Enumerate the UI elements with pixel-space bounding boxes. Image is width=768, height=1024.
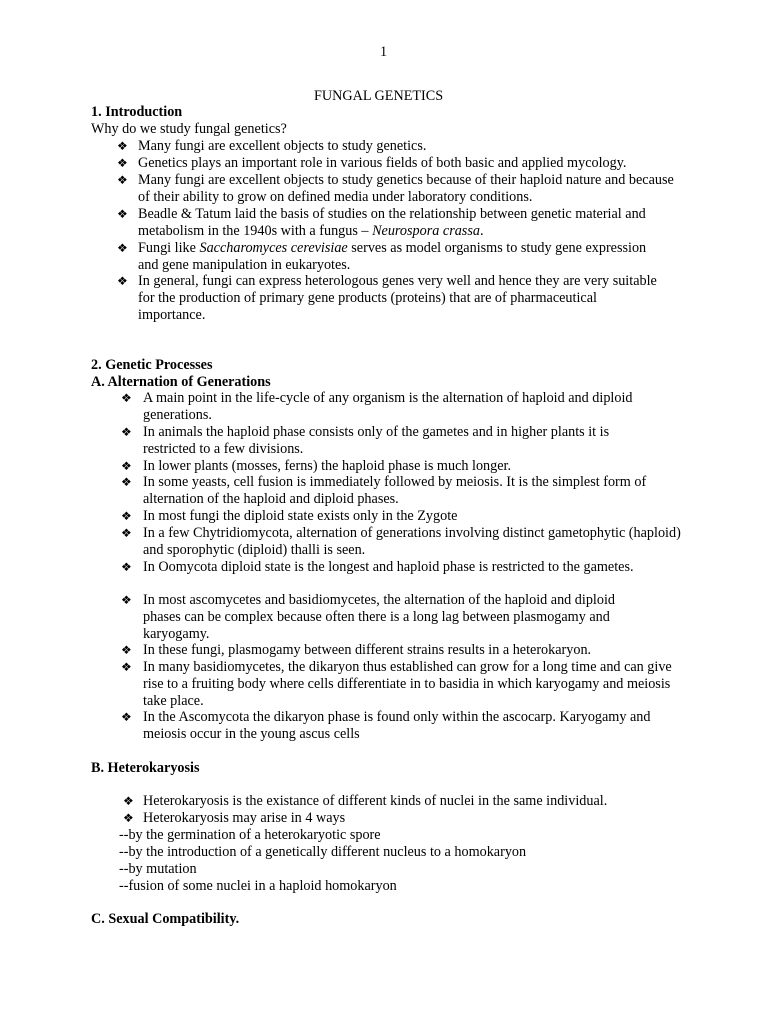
bullet-diamond-icon: ❖ (121, 509, 132, 523)
intro-bullet-5-start: Fungi like (138, 240, 200, 256)
alternation-bullet-11: In the Ascomycota the dikaryon phase is found only within the ascocarp. Karyogamy and meiosis occur in the young ascus cells (143, 709, 651, 742)
heterokaryosis-way-4: --fusion of some nuclei in a haploid homokaryon (119, 878, 397, 894)
bullet-diamond-icon: ❖ (121, 643, 132, 657)
intro-bullet-2: Genetics plays an important role in various fields of both basic and applied mycology. (138, 155, 627, 171)
alternation-bullet-10: In many basidiomycetes, the dikaryon thus established can grow for a long time and can give rise to a fruiting body where cells differentiate in to basidia in which karyogamy and meiosis take place. (143, 659, 672, 709)
alternation-bullet-4: In some yeasts, cell fusion is immediately followed by meiosis. It is the simplest form of alternation of the haploid and diploid phases. (143, 474, 647, 507)
bullet-diamond-icon: ❖ (117, 241, 128, 255)
bullet-diamond-icon: ❖ (121, 710, 132, 724)
species-name: Saccharomyces cerevisiae (199, 240, 348, 256)
alternation-bullet-1: A main point in the life-cycle of any organism is the alternation of haploid and diploid generations. (143, 390, 633, 423)
bullet-diamond-icon: ❖ (117, 274, 128, 288)
intro-bullet-5-rest: serves as model organisms to study gene expression and gene manipulation in eukaryotes. (138, 240, 647, 273)
document-title: FUNGAL GENETICS (314, 88, 444, 104)
intro-bullet-4-end: . (479, 222, 484, 239)
heterokaryosis-way-3: --by mutation (119, 861, 197, 877)
subsection-c-heading: C. Sexual Compatibility. (91, 911, 240, 927)
bullet-diamond-icon: ❖ (117, 173, 128, 187)
alternation-bullet-8: In most ascomycetes and basidiomycetes, the alternation of the haploid and diploid phases can be complex because often there is a long lag between plasmogamy and karyogamy. (143, 592, 616, 642)
subsection-a-heading: A. Alternation of Generations (91, 374, 271, 390)
intro-bullet-6: In general, fungi can express heterologous genes very well and hence they are very suitable for the production of primary gene products (proteins) that are of pharmaceutical importance. (138, 273, 657, 323)
intro-bullet-5 (138, 240, 648, 274)
intro-question: Why do we study fungal genetics? (91, 121, 287, 137)
intro-bullet-4 (138, 206, 678, 240)
bullet-diamond-icon: ❖ (121, 475, 132, 489)
bullet-diamond-icon: ❖ (121, 660, 132, 674)
species-name: Neurospora crassa (372, 222, 480, 239)
alternation-bullet-7: In Oomycota diploid state is the longest and haploid phase is restricted to the gametes. (143, 559, 634, 575)
heterokaryosis-way-1: --by the germination of a heterokaryotic spore (119, 827, 381, 843)
bullet-diamond-icon: ❖ (117, 207, 128, 221)
bullet-diamond-icon: ❖ (121, 560, 132, 574)
bullet-diamond-icon: ❖ (121, 593, 132, 607)
alternation-bullet-3: In lower plants (mosses, ferns) the haploid phase is much longer. (143, 458, 512, 474)
bullet-diamond-icon: ❖ (121, 391, 132, 405)
bullet-diamond-icon: ❖ (121, 459, 132, 473)
section-2-heading: 2. Genetic Processes (91, 357, 213, 373)
intro-bullet-4-text: Beadle & Tatum laid the basis of studies on the relationship between genetic material and metabolism in the 1940s with a fungus – (138, 206, 646, 239)
bullet-diamond-icon: ❖ (117, 156, 128, 170)
page-number: 1 (380, 44, 388, 60)
bullet-diamond-icon: ❖ (117, 139, 128, 153)
heterokaryosis-way-2: --by the introduction of a genetically different nucleus to a homokaryon (119, 844, 527, 860)
bullet-diamond-icon: ❖ (121, 425, 132, 439)
section-1-heading: 1. Introduction (91, 104, 183, 120)
bullet-diamond-icon: ❖ (123, 794, 134, 808)
alternation-bullet-9: In these fungi, plasmogamy between different strains results in a heterokaryon. (143, 642, 592, 658)
subsection-b-heading: B. Heterokaryosis (91, 760, 200, 776)
bullet-diamond-icon: ❖ (123, 811, 134, 825)
alternation-bullet-6: In a few Chytridiomycota, alternation of generations involving distinct gametophytic (haploid) and sporophytic (diploid) thalli is seen. (143, 525, 681, 558)
heterokaryosis-bullet-1: Heterokaryosis is the existance of different kinds of nuclei in the same individual. (143, 793, 608, 809)
intro-bullet-1: Many fungi are excellent objects to study genetics. (138, 138, 427, 154)
intro-bullet-3: Many fungi are excellent objects to study genetics because of their haploid nature and because of their ability to grow on defined media under laboratory conditions. (138, 172, 674, 205)
alternation-bullet-5: In most fungi the diploid state exists only in the Zygote (143, 508, 458, 524)
alternation-bullet-2: In animals the haploid phase consists only of the gametes and in higher plants it is restricted to a few divisions. (143, 424, 610, 457)
heterokaryosis-bullet-2: Heterokaryosis may arise in 4 ways (143, 810, 346, 826)
bullet-diamond-icon: ❖ (121, 526, 132, 540)
